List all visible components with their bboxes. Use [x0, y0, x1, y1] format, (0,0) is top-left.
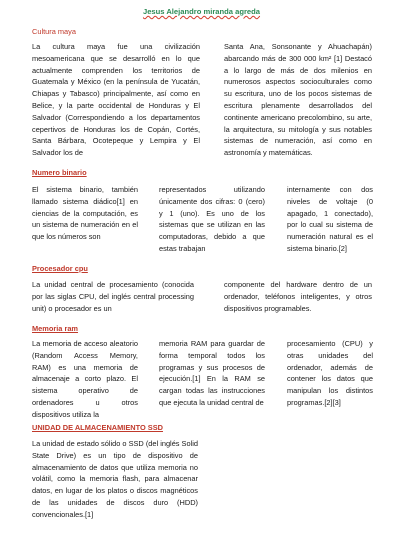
cultura-maya-col-right: Santa Ana, Sonsonante y Ahuachapán) abarcando más de 300 000 km² [1] Destacó a lo largo de más de dos milenios en numerosos aspectos socioculturales como su escritura, uno de los pocos sistemas de escritura plenamente desarrollados del continente americano precolombino, su arte, la arquitectura, su mitología y sus notables sistemas de numeración, así como en astronomía y matemáticas. — [224, 42, 372, 158]
ram-col-1: La memoria de acceso aleatorio (Random Access Memory, RAM) es una memoria de almacenaje a corto plazo. El sistema operativo de ordenadores u otros dispositivos utiliza la — [32, 339, 138, 419]
binario-col-3: internamente con dos niveles de voltaje (0 apagado, 1 conectado), por lo cual su sistema de numeración natural es el sistema binario.[2] — [287, 185, 373, 253]
author-name: Jesus Alejandro miranda agreda — [142, 7, 261, 16]
heading-ssd: UNIDAD DE ALMACENAMIENTO SSD — [32, 423, 163, 432]
cultura-maya-col-left: La cultura maya fue una civilización mesoamericana que se desarrolló en lo que actualmente comprenden los territorios de Guatemala y México (en la península de Yucatán, Chiapas y Tabasco) principalmente, así como en Belice, y la parte occidental de Honduras y El Salvador (Correspondiendo a los departamentos cepertivos de Honduras los de Copán, Cortés, Santa Bárbara, Ocotepeque y Lempira y El Salvador los de — [32, 42, 200, 158]
heading-cultura-maya: Cultura maya — [32, 27, 76, 36]
cpu-col-left: La unidad central de procesamiento (conocida por las siglas CPU, del inglés central processing unit) o procesador es un — [32, 280, 194, 313]
heading-procesador-cpu: Procesador cpu — [32, 264, 88, 273]
binario-col-2: representados utilizando únicamente dos cifras: 0 (cero) y 1 (uno). Es uno de los sistemas que se utilizan en las computadoras, debido a que estas trabajan — [159, 185, 265, 253]
heading-numero-binario: Numero binario — [32, 168, 87, 177]
ram-col-3: procesamiento (CPU) y otras unidades del ordenador, además de contener los datos que manipulan los distintos programas.[2][3] — [287, 339, 373, 407]
ram-col-2: memoria RAM para guardar de forma temporal todos los programas y sus procesos de ejecución.[1] En la RAM se cargan todas las instrucciones que ejecuta la unidad central de — [159, 339, 265, 407]
ssd-body: La unidad de estado sólido o SSD (del inglés Solid State Drive) es un tipo de dispositivo de almacenamiento de datos que utiliza memoria no volátil, como la memoria flash, para almacenar datos, en lugar de los platos o discos magnéticos de las unidades de discos duro (HDD) convencionales.[1] — [32, 439, 198, 519]
binario-col-1: El sistema binario, también llamado sistema diádico[1] en ciencias de la computación, es un sistema de numeración en el que los números son — [32, 185, 138, 242]
heading-memoria-ram: Memoria ram — [32, 324, 79, 333]
cpu-col-right: componente del hardware dentro de un ordenador, teléfonos inteligentes, y otros dispositivos programables. — [224, 280, 372, 313]
